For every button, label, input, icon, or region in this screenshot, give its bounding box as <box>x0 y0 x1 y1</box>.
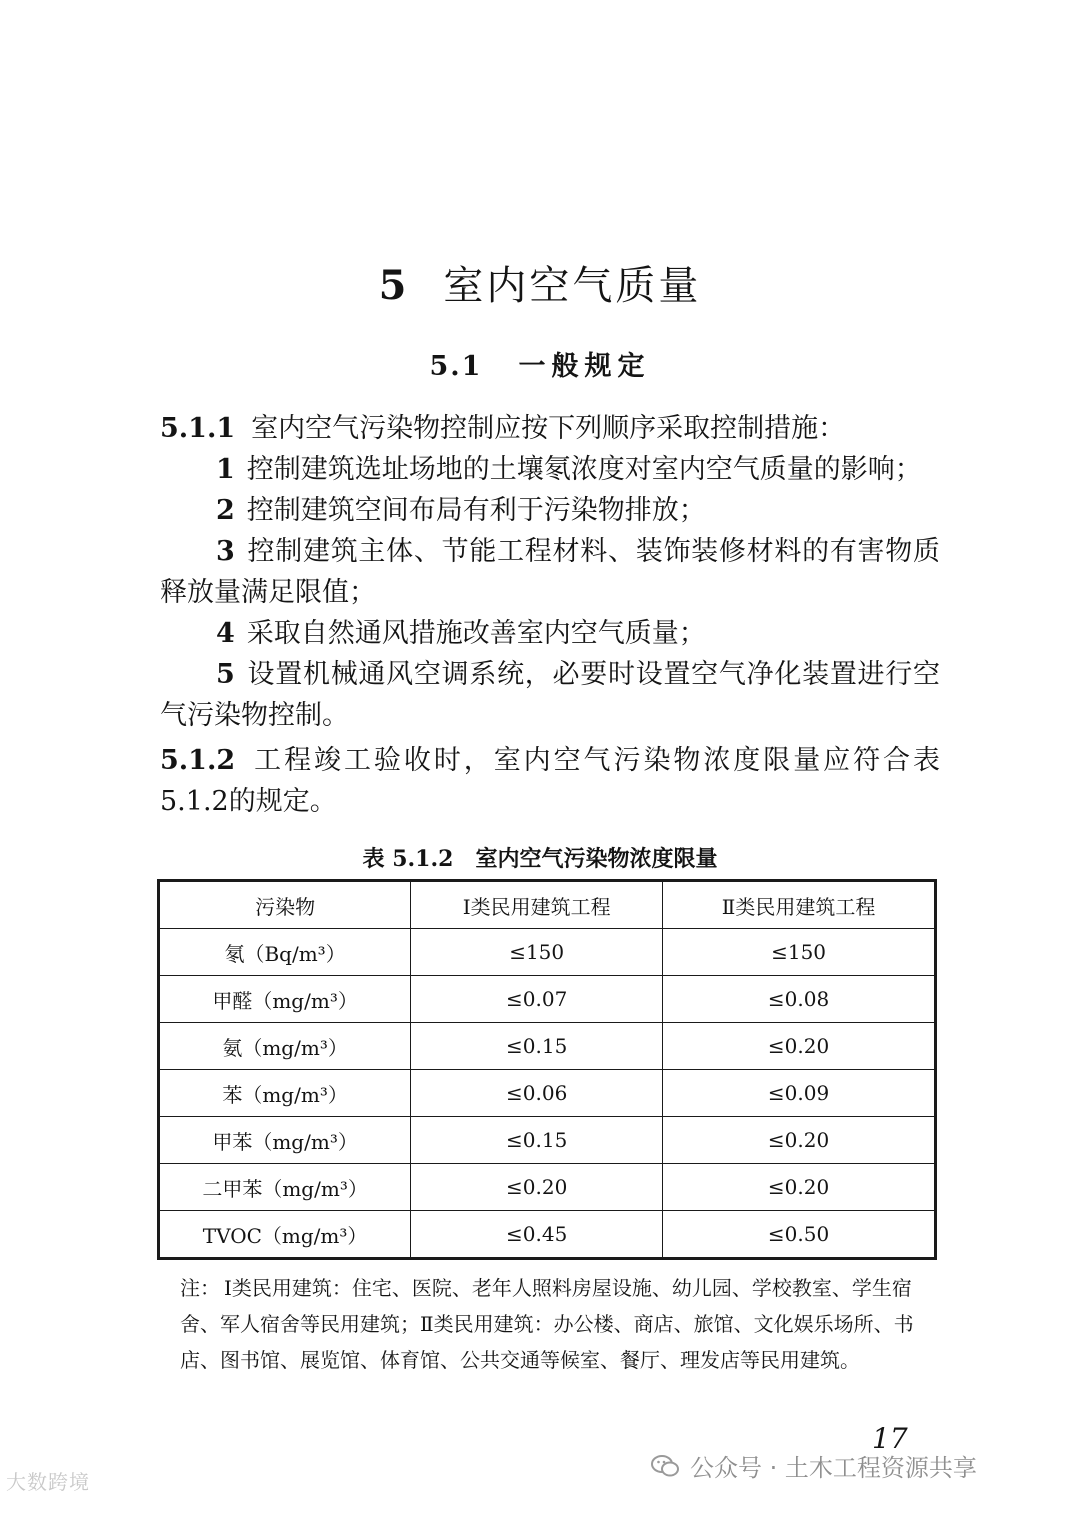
pollutant-cell: TVOC（mg/m³） <box>159 1211 411 1259</box>
class1-limit-cell: ≤0.07 <box>411 976 663 1023</box>
item-text: 控制建筑空间布局有利于污染物排放； <box>246 495 706 526</box>
list-item <box>160 654 940 736</box>
table-row <box>159 929 936 976</box>
pollutant-cell: 二甲苯（mg/m³） <box>159 1164 411 1211</box>
column-header: Ⅰ类民用建筑工程 <box>411 881 663 929</box>
pollutant-cell: 氨（mg/m³） <box>159 1023 411 1070</box>
clause-number: 5.1.1 <box>160 413 236 444</box>
pollutant-cell: 氡（Bq/m³） <box>159 929 411 976</box>
watermark-left: 大数跨境 <box>6 1470 90 1494</box>
clause-text: 工程竣工验收时，室内空气污染物浓度限量应符合表 5.1.2的规定。 <box>160 745 940 817</box>
item-text: 控制建筑主体、节能工程材料、装饰装修材料的有害物质释放量满足限值； <box>160 536 940 608</box>
item-number: 4 <box>216 618 235 649</box>
page-number: 17 <box>872 1422 908 1455</box>
clause-text: 室内空气污染物控制应按下列顺序采取控制措施： <box>251 413 846 444</box>
column-header: 污染物 <box>159 881 411 929</box>
watermark-right-text: 公众号 · 土木工程资源共享 <box>690 1454 977 1482</box>
class2-limit-cell: ≤0.20 <box>663 1117 936 1164</box>
pollutant-cell: 甲苯（mg/m³） <box>159 1117 411 1164</box>
table-row <box>159 1023 936 1070</box>
note-text: Ⅰ类民用建筑：住宅、医院、老年人照料房屋设施、幼儿园、学校教室、学生宿舍、军人宿舍等民用建筑；Ⅱ类民用建筑：办公楼、商店、旅馆、文化娱乐场所、书店、图书馆、展览馆、体育馆、公共交通等候室、餐厅、理发店等民用建筑。 <box>180 1276 914 1372</box>
item-text: 控制建筑选址场地的土壤氡浓度对室内空气质量的影响； <box>246 454 922 485</box>
list-item <box>160 531 940 613</box>
clause-5-1-1 <box>160 408 940 449</box>
class2-limit-cell: ≤0.20 <box>663 1023 936 1070</box>
class1-limit-cell: ≤0.15 <box>411 1117 663 1164</box>
item-number: 3 <box>216 536 235 567</box>
table-row <box>159 1070 936 1117</box>
list-item <box>160 490 940 531</box>
table-header-row <box>159 881 936 929</box>
section-title <box>0 344 1080 383</box>
table-caption-title: 室内空气污染物浓度限量 <box>475 846 718 872</box>
class2-limit-cell: ≤0.50 <box>663 1211 936 1259</box>
item-text: 采取自然通风措施改善室内空气质量； <box>246 618 706 649</box>
item-number: 1 <box>216 454 235 485</box>
pollutant-cell: 甲醛（mg/m³） <box>159 976 411 1023</box>
clause-number: 5.1.2 <box>160 745 236 776</box>
table-note <box>180 1270 940 1378</box>
class1-limit-cell: ≤0.45 <box>411 1211 663 1259</box>
class2-limit-cell: ≤0.08 <box>663 976 936 1023</box>
pollutant-cell: 苯（mg/m³） <box>159 1070 411 1117</box>
class1-limit-cell: ≤0.20 <box>411 1164 663 1211</box>
section-title-text: 一般规定 <box>518 351 651 382</box>
table-caption-number: 表 5.1.2 <box>362 846 454 872</box>
chapter-title <box>0 254 1080 311</box>
item-number: 5 <box>216 659 235 690</box>
class2-limit-cell: ≤150 <box>663 929 936 976</box>
clause-5-1-2 <box>160 740 940 822</box>
table-caption <box>0 842 1080 873</box>
wechat-watermark <box>650 1448 977 1483</box>
class1-limit-cell: ≤150 <box>411 929 663 976</box>
note-label: 注： <box>180 1276 220 1300</box>
class2-limit-cell: ≤0.09 <box>663 1070 936 1117</box>
table-row <box>159 1211 936 1259</box>
table-row <box>159 1117 936 1164</box>
item-number: 2 <box>216 495 235 526</box>
table-row <box>159 1164 936 1211</box>
wechat-icon <box>650 1453 680 1479</box>
class1-limit-cell: ≤0.15 <box>411 1023 663 1070</box>
class2-limit-cell: ≤0.20 <box>663 1164 936 1211</box>
list-item <box>160 449 940 490</box>
class1-limit-cell: ≤0.06 <box>411 1070 663 1117</box>
pollutant-limits-table <box>157 879 937 1260</box>
table-row <box>159 976 936 1023</box>
list-item <box>160 613 940 654</box>
column-header: Ⅱ类民用建筑工程 <box>663 881 936 929</box>
chapter-title-text: 室内空气质量 <box>443 263 702 309</box>
item-text: 设置机械通风空调系统，必要时设置空气净化装置进行空气污染物控制。 <box>160 659 940 731</box>
chapter-number: 5 <box>378 262 410 309</box>
section-number: 5.1 <box>429 351 483 382</box>
